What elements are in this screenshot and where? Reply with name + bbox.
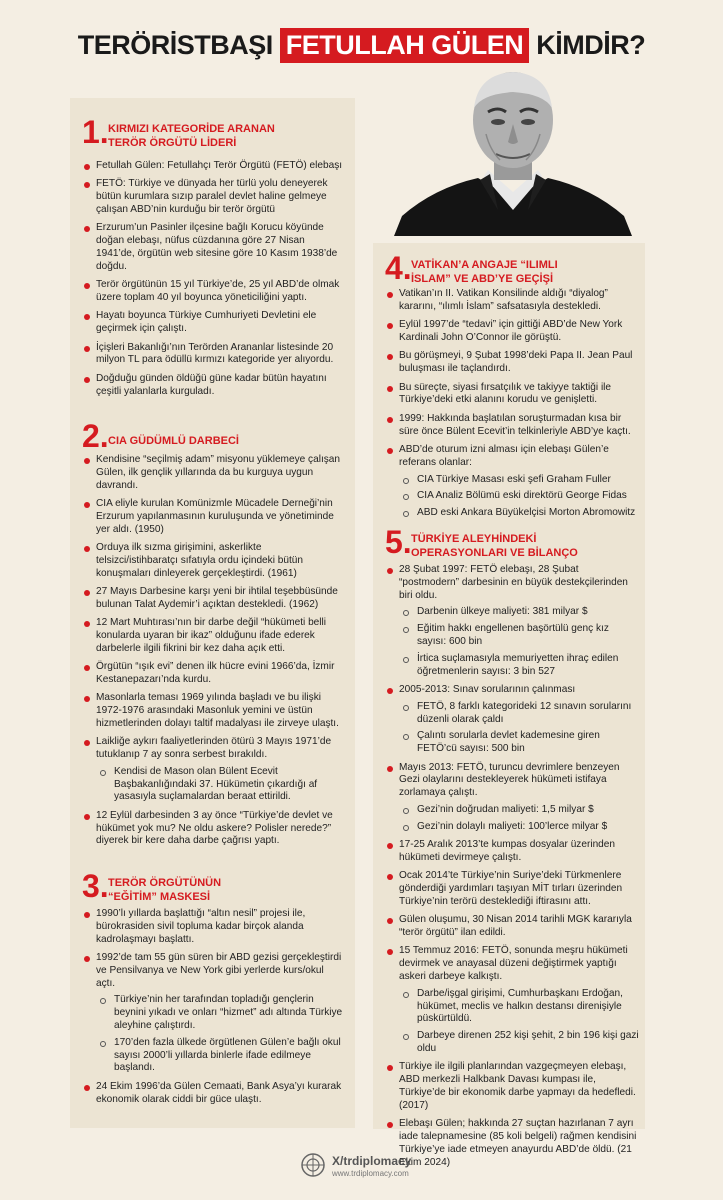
bullet-ring-icon	[403, 511, 409, 517]
sub-list	[96, 994, 344, 1075]
bullet-dot-icon	[387, 323, 393, 329]
item-text: Gezi’nin dolaylı maliyeti:	[417, 820, 529, 832]
section-title: CIA GÜDÜMLÜ DARBECİ	[108, 435, 239, 447]
item-text: 170’den fazla ülkede örgütlenen Gülen’e bağlı okul sayısı 2000’li yıllarda binlerle ifade edilmeye başlandı.	[114, 1036, 341, 1074]
item-list	[82, 908, 344, 1106]
list-item	[385, 762, 639, 834]
sub-list-item	[399, 988, 639, 1026]
item-value: 1,5 milyar $	[541, 803, 594, 815]
bullet-dot-icon	[84, 740, 90, 746]
item-text: 12 Mart Muhtırası’nın bir darbe değil “hükümeti belli konularda uyaran bir ikaz” olduğunu ifade ederek darbelerle ilgili fikrini bir kez daha açık etti.	[96, 617, 327, 654]
item-list	[385, 288, 639, 520]
item-text: Masonlarla teması 1969 yılında başladı ve bu ilişki 1972-1976 arasındaki Masonluk yemini ve üstün hizmetlerinden dolayı taltif madalyası ile zirveye ulaştı.	[96, 692, 339, 729]
bullet-dot-icon	[84, 182, 90, 188]
sub-list-item	[399, 653, 639, 679]
bullet-dot-icon	[84, 546, 90, 552]
item-text: 1990’lı yıllarda başlattığı “altın nesil” projesi ile, bürokrasiden sivil topluma kadar birçok alanda kadrolaşmayı başlattı.	[96, 908, 306, 945]
bullet-dot-icon	[84, 164, 90, 170]
portrait-image	[394, 70, 632, 236]
sub-list-item	[399, 730, 639, 756]
list-item	[82, 542, 344, 580]
section-number: 2.	[82, 418, 109, 454]
sub-list-item	[96, 1037, 344, 1075]
sub-list-item	[399, 507, 639, 520]
item-text: ABD’de oturum izni alması için elebaşı Gülen’e referans olanlar:	[399, 443, 609, 468]
item-text: Doğduğu günden öldüğü güne kadar bütün hayatını çeşitli yalanlarla kurguladı.	[96, 372, 327, 397]
sub-list-item	[399, 490, 639, 503]
bullet-dot-icon	[387, 1122, 393, 1128]
list-item	[385, 684, 639, 756]
bullet-dot-icon	[387, 918, 393, 924]
list-item	[82, 736, 344, 804]
title-post: KİMDİR?	[536, 30, 646, 60]
item-text: İrtica suçlamasıyla memuriyetten ihraç edilen öğretmenlerin sayısı:	[417, 652, 619, 677]
item-text: Mayıs 2013: FETÖ, turuncu devrimlere benzeyen Gezi olaylarını destekleyerek hükümeti istifaya zorlamaya çalıştı.	[399, 761, 620, 799]
list-item	[385, 444, 639, 520]
list-item	[385, 382, 639, 408]
item-text: Kendisine “seçilmiş adam” misyonu yüklemeye çalışan Gülen, ilk gençlik yıllarında da bu kurguya uygun davrandı.	[96, 454, 341, 491]
sub-list	[96, 766, 344, 804]
section-title: TÜRKİYE ALEYHİNDEKİ OPERASYONLARI VE BİLANÇO	[411, 533, 578, 559]
item-text: ABD eski Ankara Büyükelçisi Morton Abromowitz	[417, 507, 636, 519]
list-item	[82, 342, 344, 368]
list-item	[82, 373, 344, 399]
bullet-dot-icon	[84, 621, 90, 627]
item-text: şehit,	[528, 1030, 559, 1042]
bullet-ring-icon	[100, 770, 106, 776]
bullet-dot-icon	[387, 354, 393, 360]
list-item	[82, 279, 344, 305]
section-number: 1.	[82, 114, 109, 150]
sub-list-item	[399, 821, 639, 834]
section-title: KIRMIZI KATEGORİDE ARANAN TERÖR ÖRGÜTÜ LİDERİ	[108, 123, 275, 149]
bullet-dot-icon	[84, 458, 90, 464]
item-text: Erzurum’un Pasinler ilçesine bağlı Korucu köyünde doğan elebaşı, nüfus cüzdanına göre 27 Nisan 1941’de, örgütün web sitesine göre 10 Kasım 1938’de doğdu.	[96, 222, 338, 272]
item-text: 27 Mayıs Darbesine karşı yeni bir ihtilal teşebbüsünde bulunan Talat Aydemir’i açıktan destekledi. (1962)	[96, 585, 338, 610]
section-number: 4.	[385, 250, 412, 286]
list-item	[82, 617, 344, 655]
footer-website: www.trdiplomacy.com	[332, 1169, 409, 1178]
bullet-ring-icon	[403, 478, 409, 484]
bullet-ring-icon	[403, 627, 409, 633]
list-item	[385, 288, 639, 314]
item-text: Darbenin ülkeye maliyeti:	[417, 606, 533, 618]
list-item	[82, 952, 344, 1075]
list-item	[385, 839, 639, 865]
item-text: 24 Ekim 1996’da Gülen Cemaati, Bank Asya’yı kurarak ekonomik olarak ciddi bir güce ulaştı.	[96, 1080, 342, 1105]
item-text: Gezi’nin doğrudan maliyeti:	[417, 803, 542, 815]
item-text: Bu görüşmeyi, 9 Şubat 1998’deki Papa II. Jean Paul buluşması ile taçlandırdı.	[399, 350, 633, 375]
bullet-dot-icon	[387, 843, 393, 849]
section-2	[82, 418, 344, 854]
item-text: Orduya ilk sızma girişimini, askerlikte telsizci/istihbaratçı sıfatıyla ordu içindeki bütün konuşmaları dinleyerek gerçekleştirdi. (1961)	[96, 541, 304, 579]
sub-list-item	[96, 766, 344, 804]
item-list	[82, 160, 344, 398]
bullet-dot-icon	[84, 377, 90, 383]
section-title: TERÖR ÖRGÜTÜNÜN “EĞİTİM” MASKESİ	[108, 877, 222, 903]
sub-list-item	[399, 701, 639, 727]
item-text: 12 Eylül darbesinden 3 ay önce “Türkiye’de devlet ve hükümet yok mu? Ne oldu askere? Polisler nerede?” diyerek bir kere daha darbe çağrısı yaptı.	[96, 809, 333, 847]
section-4	[385, 250, 639, 526]
list-item	[385, 413, 639, 439]
item-text: Bu süreçte, siyasi fırsatçılık ve takiyye taktiği ile Türkiye’deki etki alanını korudu ve genişletti.	[399, 381, 612, 406]
bullet-dot-icon	[84, 912, 90, 918]
sub-list	[399, 701, 639, 756]
item-text: 1992’de tam 55 gün süren bir ABD gezisi gerçekleştirdi ve Pensilvanya ve New York gibi yerlerde kurs/okul açtı.	[96, 951, 342, 989]
sub-list-item	[96, 994, 344, 1032]
item-text: 17-25 Aralık 2013’te kumpas dosyalar üzerinden hükümeti devirmeye çalıştı.	[399, 839, 616, 863]
list-item	[82, 160, 344, 173]
item-text: FETÖ, 8 farklı kategorideki 12 sınavın sorularını düzenli olarak çaldı	[417, 700, 632, 725]
bullet-dot-icon	[387, 1065, 393, 1071]
item-value: 600 bin	[448, 635, 483, 647]
list-item	[385, 564, 639, 678]
page-title	[0, 30, 723, 61]
item-text: Terör örgütünün 15 yıl Türkiye’de, 25 yıl ABD’de olmak üzere toplam 40 yıl boyunca yöneticiliğini yaptı.	[96, 279, 340, 303]
list-item	[82, 178, 344, 216]
sub-list-item	[399, 474, 639, 487]
sub-list	[399, 804, 639, 834]
item-value: 500 bin	[491, 743, 525, 755]
bullet-ring-icon	[403, 825, 409, 831]
section-title: VATİKAN’A ANGAJE “ILIMLI İSLAM” VE ABD’YE GEÇİŞİ	[411, 259, 558, 285]
sub-list-item	[399, 623, 639, 649]
item-text: Ocak 2014’te Türkiye’nin Suriye’deki Türkmenlere gönderdiği yardımları taşıyan MİT tırları üzerinden Türkiye’nin terörü desteklediği iftirasını attı.	[399, 870, 623, 907]
list-item	[82, 222, 344, 273]
item-text: Laikliğe aykırı faaliyetlerinden ötürü 3 Mayıs 1971’de tutuklanıp 7 ay sonra serbest bırakıldı.	[96, 736, 332, 761]
sub-list-item	[399, 1030, 639, 1056]
bullet-dot-icon	[387, 417, 393, 423]
list-item	[82, 661, 344, 687]
item-text: Kendisi de Mason olan Bülent Ecevit Başbakanlığındaki 37. Hükümetin çıkardığı af yasasıyla suçlamalardan beraat ettirildi.	[114, 765, 318, 803]
bullet-ring-icon	[403, 734, 409, 740]
item-text: gazi oldu	[417, 1030, 639, 1055]
item-text: Darbeye direnen	[417, 1030, 495, 1042]
section-number: 3.	[82, 868, 109, 904]
list-item	[385, 350, 639, 376]
bullet-dot-icon	[387, 386, 393, 392]
bullet-dot-icon	[84, 696, 90, 702]
section-5	[385, 524, 639, 1175]
list-item	[82, 586, 344, 612]
item-value: 3 bin 527	[513, 665, 556, 677]
bullet-dot-icon	[387, 949, 393, 955]
bullet-dot-icon	[84, 226, 90, 232]
bullet-dot-icon	[84, 502, 90, 508]
list-item	[385, 914, 639, 940]
item-text: Gülen oluşumu, 30 Nisan 2014 tarihli MGK kararıyla “terör örgütü” ilan edildi.	[399, 914, 632, 939]
item-text: İçişleri Bakanlığı’nın Terörden Arananlar listesinde 20 milyon TL para ödüllü kırmızı kategoride yer alıyordu.	[96, 341, 334, 366]
list-item	[385, 319, 639, 345]
bullet-dot-icon	[387, 568, 393, 574]
bullet-dot-icon	[84, 346, 90, 352]
sub-list-item	[399, 804, 639, 817]
item-text: Hayatı boyunca Türkiye Cumhuriyeti Devletini ele geçirmek için çalıştı.	[96, 310, 317, 335]
list-item	[82, 810, 344, 848]
bullet-ring-icon	[403, 808, 409, 814]
bullet-ring-icon	[403, 992, 409, 998]
list-item	[82, 498, 344, 536]
bullet-dot-icon	[387, 688, 393, 694]
item-text: Darbe/işgal girişimi, Cumhurbaşkanı Erdoğan, hükümet, meclis ve halkın destansı direnişiyle püskürtüldü.	[417, 987, 623, 1025]
title-highlight: FETULLAH GÜLEN	[280, 28, 529, 63]
list-item	[82, 1081, 344, 1107]
item-text: Örgütün “ışık evi” denen ilk hücre evini 1966’da, İzmir Kestanepazarı’nda kurdu.	[96, 661, 335, 685]
bullet-ring-icon	[403, 494, 409, 500]
title-pre: TERÖRİSTBAŞI	[77, 30, 273, 60]
brand-logo-icon	[300, 1152, 326, 1178]
list-item	[82, 454, 344, 492]
list-item	[385, 945, 639, 1055]
sub-list	[399, 606, 639, 678]
section-1	[82, 114, 344, 404]
sub-list-item	[399, 606, 639, 619]
bullet-dot-icon	[84, 1085, 90, 1091]
list-item	[385, 870, 639, 908]
item-text: Türkiye ile ilgili planlarından vazgeçmeyen elebaşı, ABD merkezli Halkbank Davası kumpası ile, Türkiye’de bir ekonomik darbe yapmayı da hedefledi. (2017)	[399, 1061, 636, 1111]
bullet-dot-icon	[387, 292, 393, 298]
bullet-ring-icon	[100, 998, 106, 1004]
section-3	[82, 868, 344, 1112]
item-text: Çalıntı sorularla devlet kademesine giren FETÖ’cü sayısı:	[417, 730, 600, 755]
item-text: 1999: Hakkında başlatılan soruşturmadan kısa bir süre önce Bülent Ecevit’in telkinleriyle ABD’ye kaçtı.	[399, 412, 631, 437]
list-item	[385, 1061, 639, 1112]
bullet-ring-icon	[403, 657, 409, 663]
list-item	[82, 908, 344, 946]
footer	[300, 1152, 500, 1182]
item-list	[82, 454, 344, 848]
bullet-dot-icon	[84, 814, 90, 820]
item-text: FETÖ: Türkiye ve dünyada her türlü yolu deneyerek bütün kurumlara sızıp paralel devlet haline gelmeye çalışan ABD’nin kurduğu bir terör örgütü	[96, 178, 328, 215]
item-text: Fetullah Gülen: Fetullahçı Terör Örgütü (FETÖ) elebaşı	[96, 160, 343, 171]
item-text: CIA eliyle kurulan Komünizmle Mücadele Derneği’nin Erzurum yapılanmasının kuruluşunda ve yönetiminde yer aldı. (1950)	[96, 497, 334, 535]
item-text: Elebaşı Gülen; hakkında 27 suçtan hazırlanan 7 ayrı iade talepnamesine (85 koli belgeli) rağmen kendisini Türkiye’ye iade etmeyen anayurdu ABD’de öldü. (21 Ekim 2024)	[399, 1118, 637, 1168]
bullet-ring-icon	[403, 1034, 409, 1040]
bullet-dot-icon	[84, 665, 90, 671]
bullet-dot-icon	[84, 590, 90, 596]
item-list	[385, 564, 639, 1169]
item-text: Türkiye’nin her tarafından topladığı gençlerin beynini yıkadı ve onları “hizmet” adı altında Türkiye aleyhine çalıştırdı.	[114, 994, 343, 1031]
bullet-dot-icon	[387, 874, 393, 880]
item-text: Vatikan’ın II. Vatikan Konsilinde aldığı “diyalog” kararını, “ılımlı İslam” safsatasıyla destekledi.	[399, 288, 608, 312]
item-value: 100’lerce milyar $	[528, 820, 608, 832]
bullet-dot-icon	[84, 314, 90, 320]
bullet-ring-icon	[100, 1041, 106, 1047]
bullet-ring-icon	[403, 610, 409, 616]
item-value: 252 kişi	[494, 1030, 529, 1042]
item-value: 381 milyar $	[532, 606, 588, 618]
list-item	[82, 692, 344, 730]
bullet-dot-icon	[387, 766, 393, 772]
sub-list	[399, 988, 639, 1056]
item-text: CIA Türkiye Masası eski şefi Graham Fuller	[417, 473, 611, 485]
item-text: 28 Şubat 1997: FETÖ elebaşı, 28 Şubat “postmodern” darbesinin en büyük destekçilerinden biri oldu.	[399, 564, 628, 601]
bullet-dot-icon	[84, 956, 90, 962]
item-text: Eğitim hakkı engellenen başörtülü genç kız sayısı:	[417, 623, 609, 647]
bullet-dot-icon	[84, 283, 90, 289]
item-value: 2 bin 196 kişi	[558, 1030, 618, 1042]
sub-list	[399, 474, 639, 520]
item-text: 15 Temmuz 2016: FETÖ, sonunda meşru hükümeti devirmek ve anayasal düzeni değiştirmek yaptığı askeri darbeye kalkıştı.	[399, 945, 628, 983]
item-text: 2005-2013: Sınav sorularının çalınması	[399, 683, 576, 695]
section-number: 5.	[385, 524, 412, 560]
footer-handle: X/trdiplomacy	[332, 1154, 412, 1168]
bullet-ring-icon	[403, 705, 409, 711]
item-text: Eylül 1997’de “tedavi” için gittiği ABD’de New York Kardinali John O’Connor ile görüştü.	[399, 319, 623, 343]
bullet-dot-icon	[387, 448, 393, 454]
item-text: CIA Analiz Bölümü eski direktörü George Fidas	[417, 490, 627, 502]
list-item	[82, 310, 344, 336]
